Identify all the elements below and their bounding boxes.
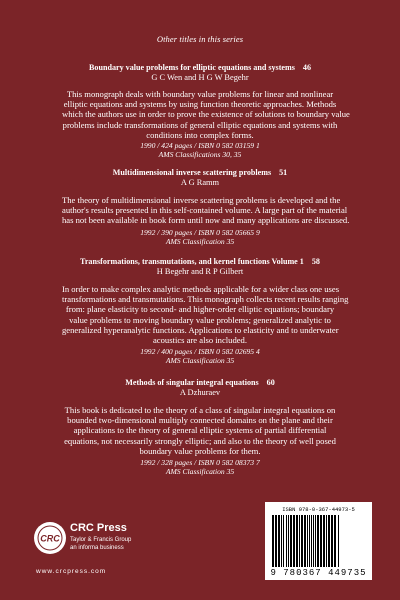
series-number: 46 [302, 63, 311, 72]
barcode-bar [307, 515, 308, 567]
barcode-bar [278, 515, 280, 567]
book-title-line [62, 378, 338, 387]
book-authors: H Begehr and R P Gilbert [156, 267, 244, 276]
barcode-bar [299, 515, 300, 567]
publisher-business: an informa business [70, 545, 124, 551]
series-heading: Other titles in this series [156, 34, 244, 44]
book-description [62, 284, 349, 346]
barcode-bar [338, 515, 339, 567]
book-entry [62, 378, 338, 488]
description-line: problems include transformations of general elliptic equations and systems with [62, 119, 338, 130]
description-line: applications to the theory of general elliptic systems of partial differential [73, 425, 327, 436]
pages-isbn: 1992 / 390 pages / ISBN 0 582 05665 9 [140, 228, 260, 237]
description-line: generalized hyperanalytic functions. Applications to elasticity and to underwater [62, 324, 339, 335]
barcode-bar [281, 515, 282, 567]
book-description [62, 405, 338, 456]
pages-isbn: 1992 / 400 pages / ISBN 0 582 02695 4 [140, 347, 260, 356]
publisher-url: www.crcpress.com [36, 568, 107, 575]
description-line: which the authors use in order to prove the existence of solutions to boundary value [62, 109, 350, 120]
book-description [62, 195, 350, 226]
barcode-bar [320, 515, 322, 567]
publisher-name: CRC Press [70, 522, 127, 534]
pages-isbn: 1990 / 424 pages / ISBN 0 582 03159 1 [140, 141, 260, 150]
barcode-bar [311, 515, 312, 567]
book-title-line [62, 168, 338, 177]
barcode-bar [323, 515, 325, 567]
description-line: from: plane elasticity to second- and higher-order elliptic equations; boundary [65, 304, 335, 315]
barcode-bar [301, 515, 303, 567]
description-line: bounded two-dimensional multiply connected domains on the plane and their [67, 415, 333, 426]
barcode-bar [286, 515, 287, 567]
publisher-group: Taylor & Francis Group [70, 537, 132, 543]
barcode-bar [315, 515, 316, 567]
book-authors: G C Wen and H G W Begehr [151, 73, 249, 82]
book-metadata [62, 141, 338, 159]
barcode-bar [313, 515, 314, 567]
barcode-bar [283, 515, 284, 567]
barcode-bars-icon [271, 515, 366, 567]
description-line: In order to make complex analytic methods applicable for a wider class one uses [62, 284, 340, 294]
barcode-bar [304, 515, 306, 567]
ams-classification: AMS Classifications 30, 35 [158, 150, 242, 159]
book-title-line [62, 257, 338, 266]
barcode-bar [290, 515, 292, 567]
barcode-bar [317, 515, 319, 567]
logo-text: CRC [40, 533, 60, 544]
book-metadata [62, 347, 338, 365]
barcode-bar [331, 515, 333, 567]
description-line: has not been available in book form until now and many applications are discussed. [62, 215, 350, 226]
pages-isbn: 1992 / 328 pages / ISBN 0 582 08373 7 [140, 458, 260, 467]
description-line: author's results presented in this self-contained volume. A large part of the material [62, 205, 348, 216]
description-line: The theory of multidimensional inverse scattering problems is developed and the [62, 195, 341, 205]
barcode-bar [296, 515, 298, 567]
description-line: transformations and transmutations. This monograph collects recent results ranging [62, 294, 349, 305]
barcode-bar [293, 515, 295, 567]
book-authors: A G Ramm [180, 178, 220, 187]
book-description [62, 89, 350, 140]
book-title: Multidimensional inverse scattering problems [112, 168, 272, 177]
barcode-bar [272, 515, 274, 567]
ams-classification: AMS Classification 35 [165, 467, 235, 476]
description-line: This book is dedicated to the theory of a class of singular integral equations on [64, 405, 336, 415]
barcode-bar [288, 515, 289, 567]
ams-classification: AMS Classification 35 [165, 237, 235, 246]
ams-classification: AMS Classification 35 [165, 356, 235, 365]
description-line: This monograph deals with boundary value problems for linear and nonlinear [66, 89, 334, 99]
barcode-bar [326, 515, 327, 567]
isbn-barcode [265, 502, 372, 580]
barcode-bar [328, 515, 330, 567]
barcode-digits: 9 780367 449735 [270, 568, 367, 578]
description-line: value problems to moving boundary value problems; generalized analytic to [69, 314, 331, 325]
book-metadata [62, 458, 338, 476]
book-title: Methods of singular integral equations [125, 378, 259, 387]
barcode-bar [275, 515, 277, 567]
book-title-line [62, 63, 338, 72]
series-number: 60 [266, 378, 275, 387]
crc-logo-icon [34, 522, 66, 554]
book-authors: A Dzhuraev [179, 388, 221, 397]
book-title: Boundary value problems for elliptic equations and systems [89, 63, 295, 72]
description-line: acoustics are also included. [152, 335, 248, 346]
barcode-bar [309, 515, 310, 567]
barcode-bar [334, 515, 336, 567]
book-entry [62, 257, 349, 367]
description-line: conditions into complex forms. [146, 129, 254, 140]
description-line: elliptic equations and systems by using function theoretic approaches. Methods [63, 99, 337, 110]
series-number: 51 [279, 168, 288, 177]
description-line: boundary value problems for them. [139, 445, 261, 456]
book-title: Transformations, transmutations, and kernel functions Volume 1 [80, 257, 304, 266]
book-entry [62, 168, 350, 248]
publisher-block [34, 516, 164, 566]
description-line: equations, not necessarily strongly elliptic; and also to the theory of well posed [64, 435, 336, 446]
series-number: 58 [311, 257, 320, 266]
isbn-label: ISBN 978-0-367-44973-5 [282, 506, 355, 513]
book-metadata [62, 228, 338, 246]
